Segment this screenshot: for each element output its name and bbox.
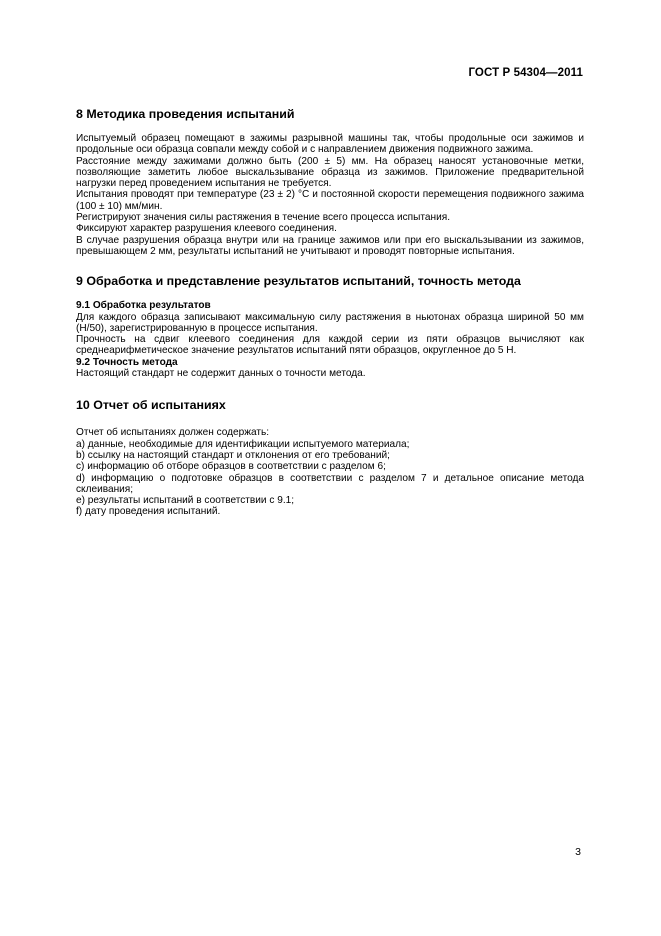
- section-9-2-paragraph: Настоящий стандарт не содержит данных о точности метода.: [76, 368, 366, 380]
- report-item-d: d) информацию о подготовке образцов в соответствии с разделом 7 и детальное описание метода склеивания;: [76, 472, 584, 495]
- report-item-f: f) дату проведения испытаний.: [76, 506, 221, 518]
- report-item-a: a) данные, необходимые для идентификации испытуемого материала;: [76, 438, 410, 450]
- section-9-title: 9 Обработка и представление результатов испытаний, точность метода: [76, 274, 521, 289]
- section-8-paragraph: Испытуемый образец помещают в зажимы разрывной машины так, чтобы продольные оси зажимов и продольные оси образца совпали между собой и с направлением движения подвижного зажима.: [76, 133, 584, 156]
- section-9-1-paragraph: Прочность на сдвиг клеевого соединения для каждой серии из пяти образцов вычисляют как среднеарифметическое значение результатов испытаний пяти образцов, округленное до 5 Н.: [76, 334, 584, 357]
- section-8-title: 8 Методика проведения испытаний: [76, 107, 295, 121]
- subsection-9-2-title: 9.2 Точность метода: [76, 356, 178, 368]
- standard-header: ГОСТ Р 54304—2011: [468, 67, 583, 79]
- subsection-9-1-title: 9.1 Обработка результатов: [76, 300, 211, 312]
- section-8-paragraph: Регистрируют значения силы растяжения в течение всего процесса испытания.: [76, 212, 451, 224]
- section-10-title: 10 Отчет об испытаниях: [76, 398, 226, 413]
- section-8-paragraph: Испытания проводят при температуре (23 ± 2) °С и постоянной скорости перемещения подвижного зажима (100 ± 10) мм/мин.: [76, 189, 584, 212]
- section-8-paragraph: В случае разрушения образца внутри или на границе зажимов или при его выскальзывании из зажимов, превышающем 2 мм, результаты испытаний не учитывают и проводят повторные испытания.: [76, 234, 584, 257]
- report-item-e: e) результаты испытаний в соответствии с 9.1;: [76, 495, 295, 507]
- report-item-b: b) ссылку на настоящий стандарт и отклонения от его требований;: [76, 449, 390, 461]
- section-10-intro: Отчет об испытаниях должен содержать:: [76, 427, 270, 439]
- page-number: 3: [575, 846, 581, 858]
- report-item-c: c) информацию об отборе образцов в соответствии с разделом 6;: [76, 461, 386, 473]
- section-8-paragraph: Расстояние между зажимами должно быть (200 ± 5) мм. На образец наносят установочные метки, позволяющие заметить любое выскальзывание образца из зажимов. Приложение предварительной нагрузки перед проведением испытания не требуется.: [76, 155, 584, 190]
- document-body: [76, 93, 584, 518]
- section-10: [76, 398, 584, 517]
- section-8: [76, 107, 584, 257]
- section-9-1-paragraph: Для каждого образца записывают максимальную силу растяжения в ньютонах образца шириной 50 мм (Н/50), зарегистрированную в процессе испытания.: [76, 311, 584, 334]
- section-8-paragraph: Фиксируют характер разрушения клеевого соединения.: [76, 223, 337, 235]
- section-9: [76, 274, 584, 379]
